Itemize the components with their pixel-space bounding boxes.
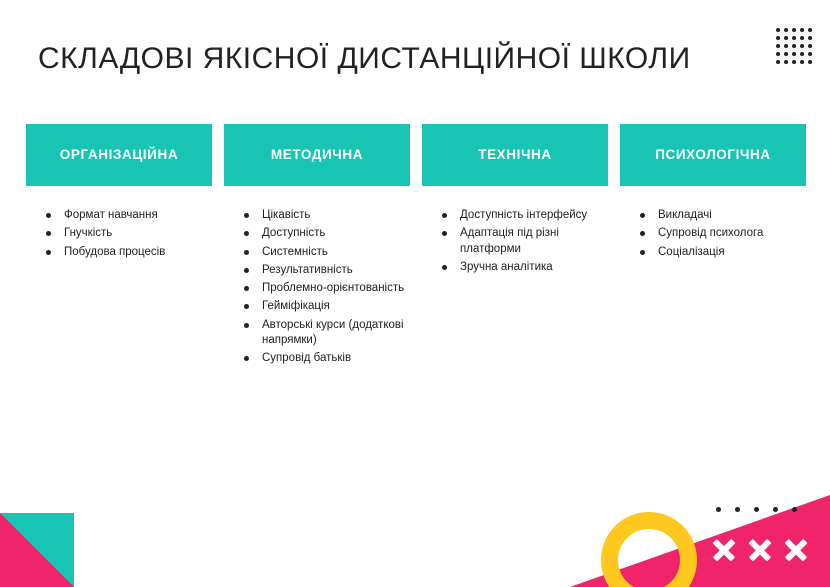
column-header-label: ОРГАНІЗАЦІЙНА xyxy=(59,146,179,162)
bottom-right-dot-row xyxy=(716,507,808,513)
list-item: Гнучкість xyxy=(42,226,208,241)
column-header xyxy=(224,124,410,186)
dot-grid-decoration xyxy=(776,28,820,68)
column-methodical xyxy=(224,124,410,370)
page-title: СКЛАДОВІ ЯКІСНОЇ ДИСТАНЦІЙНОЇ ШКОЛИ xyxy=(38,42,691,75)
column-body xyxy=(224,186,410,367)
column-header-label: ПСИХОЛОГІЧНА xyxy=(655,146,771,162)
column-header xyxy=(422,124,608,186)
column-header-label: МЕТОДИЧНА xyxy=(270,146,364,162)
list-items xyxy=(240,208,406,367)
list-item: Викладачі xyxy=(636,208,802,223)
list-item: Доступність xyxy=(240,226,406,241)
cross-icon xyxy=(784,538,808,562)
list-item: Гейміфікація xyxy=(240,299,406,314)
column-psychological xyxy=(620,124,806,370)
column-header xyxy=(26,124,212,186)
column-header xyxy=(620,124,806,186)
bottom-left-pink-triangle xyxy=(0,513,74,587)
columns-container xyxy=(26,124,806,370)
column-body xyxy=(26,186,212,260)
list-item: Супровід батьків xyxy=(240,351,406,366)
list-item: Соціалізація xyxy=(636,245,802,260)
list-item: Системність xyxy=(240,245,406,260)
list-item: Доступність інтерфейсу xyxy=(438,208,604,223)
list-item: Зручна аналітика xyxy=(438,260,604,275)
column-organizational xyxy=(26,124,212,370)
cross-decorations xyxy=(712,538,808,562)
list-items xyxy=(636,208,802,260)
list-item: Проблемно-орієнтованість xyxy=(240,281,406,296)
cross-icon xyxy=(712,538,736,562)
cross-icon xyxy=(748,538,772,562)
column-body xyxy=(620,186,806,260)
column-technical xyxy=(422,124,608,370)
list-item: Адаптація під різні платформи xyxy=(438,226,604,257)
column-body xyxy=(422,186,608,275)
list-item: Авторські курси (додаткові напрямки) xyxy=(240,318,406,349)
list-items xyxy=(42,208,208,260)
list-item: Побудова процесів xyxy=(42,245,208,260)
list-item: Супровід психолога xyxy=(636,226,802,241)
list-items xyxy=(438,208,604,275)
list-item: Результативність xyxy=(240,263,406,278)
column-header-label: ТЕХНІЧНА xyxy=(478,146,552,162)
list-item: Формат навчання xyxy=(42,208,208,223)
list-item: Цікавість xyxy=(240,208,406,223)
